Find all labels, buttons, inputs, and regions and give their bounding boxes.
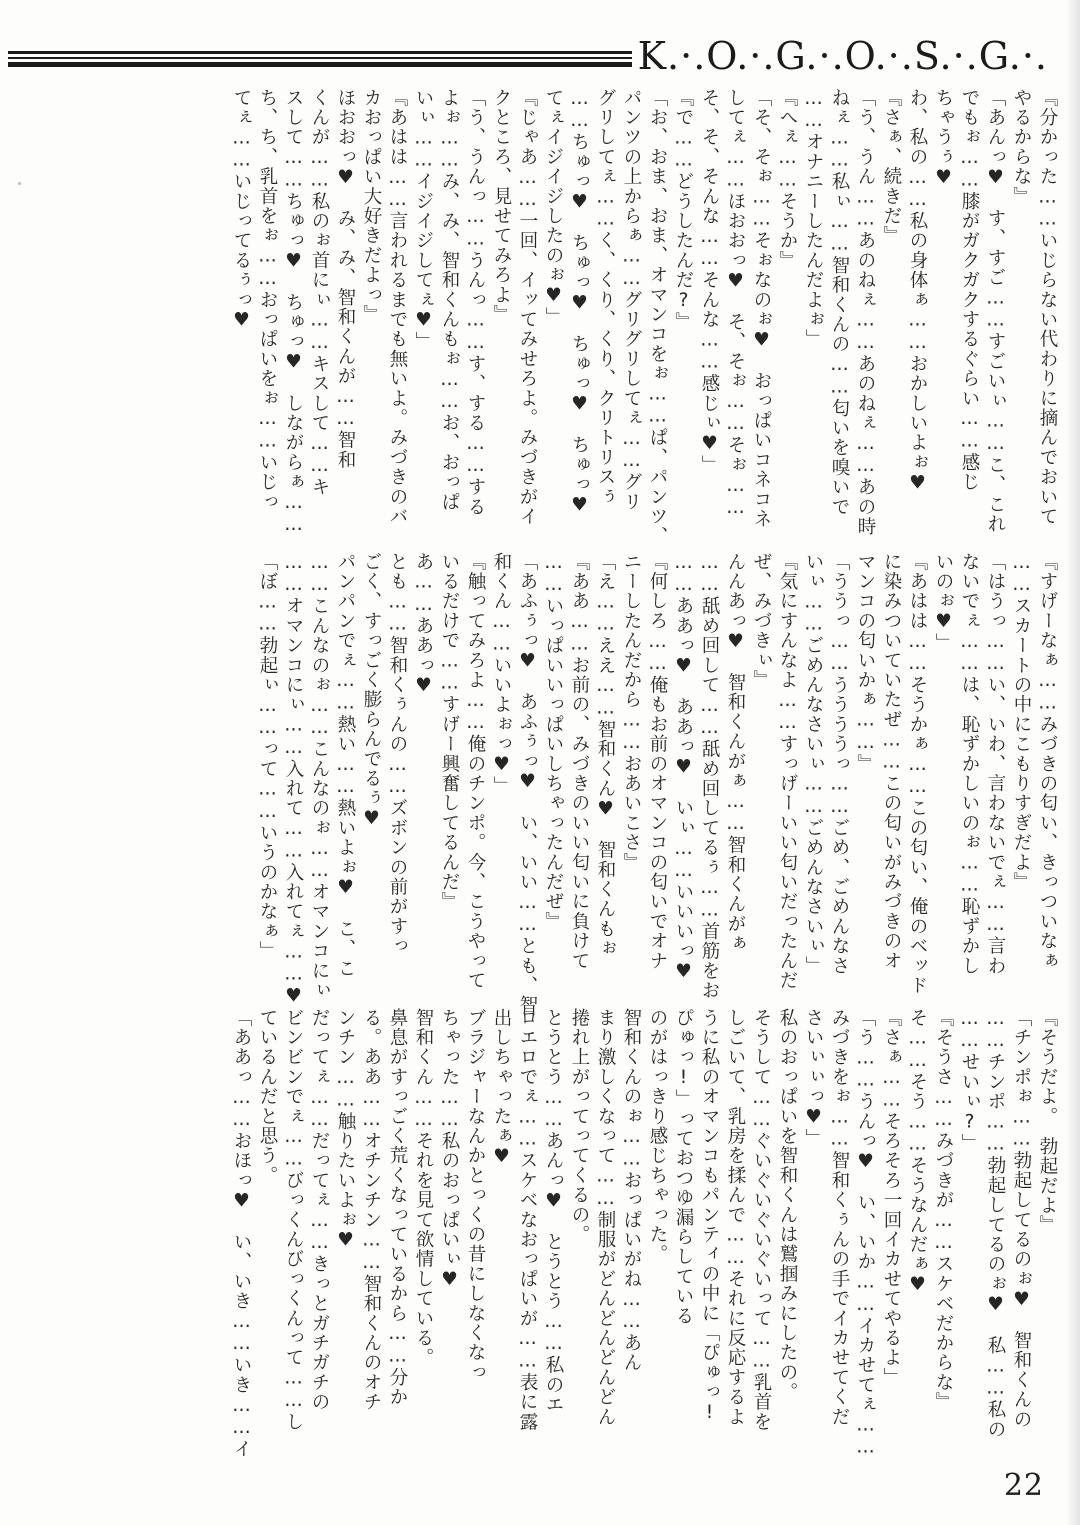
text-column: うに私のオマンコもパンティの中に「ぴゅっ! — [699, 1008, 720, 1425]
text-column: ちゃった……私のおっぱいぃ♥ — [439, 1008, 460, 1292]
text-column: 「ぼ……勃起ぃ……って……いうのかなぁ」 — [257, 552, 278, 961]
text-column: ……ああっ♥ ああっ♥ いぃ……いいいっ♥ — [673, 552, 694, 984]
text-column: 『で……どうしたんだ?』 — [673, 88, 694, 332]
text-column: 『触ってみろよ……俺のチンポ。今、こうやって — [465, 552, 486, 991]
text-column: ブラジャーなんかとっくの昔にしなくなっ — [465, 1008, 486, 1383]
text-column: 和くん……いいよぉっ♥」 — [491, 552, 512, 796]
text-column: ニーしたんだから……おあいこさ』 — [621, 552, 642, 873]
text-column: ……せいぃ?」 — [959, 1008, 980, 1154]
text-column: 『あはは……そうかぁ……この匂い、俺のベッド — [907, 552, 928, 996]
text-column: 『何しろ……俺もお前のオマンコの匂いでオナ — [647, 552, 668, 971]
text-column: してぇ……ほおおっ♥ そ、そぉ……そぉ…… — [725, 88, 746, 520]
text-column: ぜ、みづきぃ』 — [751, 552, 772, 690]
text-column: 「う、うん……あのねぇ……あのねぇ……あの時 — [855, 88, 876, 537]
text-column: ほおおっ♥ み、み、智和くんが……智和 — [335, 88, 356, 470]
text-column: ……オマンコにぃ……入れて……入れてぇ……♥ — [283, 552, 304, 1008]
text-column: そ、そ、そんな……そんな……感じぃ♥」 — [699, 88, 720, 475]
text-column: マンコの匂いかぁ……』 — [855, 552, 876, 774]
text-column: 私のおっぱいを智和くんは鷲掴みにしたの。 — [777, 1008, 798, 1402]
text-column: ……こんなのぉ……こんなのぉ……オマンコにぃ — [309, 552, 330, 1001]
text-column: ……ちゅっ♥ ちゅっ♥ ちゅっ♥ ちゅっ♥ — [569, 88, 590, 517]
middle-text-block — [250, 552, 1058, 1016]
text-column: ないでぇ……は、恥ずかしいのぉ……恥ずかし — [959, 552, 980, 976]
text-column: 『さぁ、続きだ』 — [881, 88, 902, 246]
text-column: 「え……ええ……智和くん♥ 智和くんもぉ — [595, 552, 616, 959]
text-column: る。ああ……オチンチン……智和くんのオチ — [361, 1008, 382, 1412]
text-column: とうとう……あんっ♥ とうとう……私のエ — [543, 1008, 564, 1415]
page-header — [8, 34, 1048, 80]
text-column: 『そうさ……みづきが……スケベだからな』 — [933, 1008, 954, 1412]
text-column: ……オナニーしたんだよぉ」 — [803, 88, 824, 350]
text-column: だってぇ……だってぇ……きっとガチガチの — [309, 1008, 330, 1412]
text-column: いるだけで……すげー興奮してるんだ』 — [439, 552, 460, 912]
text-column: 鼻息がすっごく荒くなっているから……分か — [387, 1008, 408, 1407]
scan-speck — [18, 182, 21, 185]
text-column: 「あんっ♥ す、すご……すごいぃ……こ、これ — [985, 88, 1006, 534]
upper-text-block — [224, 88, 1056, 558]
text-column: ているんだと思う。 — [257, 1008, 278, 1186]
text-column: 「う……うんっ♥ い、いか……イカせてぇ…… — [855, 1008, 876, 1459]
series-title: K.·.O.·.G.·.O.·.S.·.G.·. — [637, 34, 1048, 78]
text-column: 智和くんのぉ……おっぱいがね……あん — [621, 1008, 642, 1373]
text-column: 出しちゃったぁ♥ — [491, 1008, 512, 1169]
text-column: 「ああっ……おほっ♥ い、いき……いき……イ — [231, 1008, 252, 1459]
text-column: カおっぱい大好きだよっ』 — [361, 88, 382, 325]
header-rule — [8, 47, 632, 67]
text-column: ロエロでぇ……スケベなおっぱいが……表に露 — [517, 1008, 538, 1432]
text-column: まり激しくなって……制服がどんどんどんどん — [595, 1008, 616, 1427]
text-column: みづきをぉ……智和くぅんの手でイカせてくだ — [829, 1008, 850, 1427]
text-column: てぇイジイジしたのぉ♥」 — [543, 88, 564, 327]
text-column: ぴゅっ!」っておつゆ漏らしている — [673, 1008, 694, 1326]
text-column: ……舐め回して……舐め回してるぅ……首筋をお — [699, 552, 720, 1001]
text-column: 『気にすんなよ……すっげーいい匂いだったんだ — [777, 552, 798, 991]
text-column: スして……ちゅっ♥ ちゅっ♥ しながらぁ…… — [283, 88, 304, 537]
text-column: 『ああ……お前の、みづきのいい匂いに負けて — [569, 552, 590, 971]
text-column: 『あはは……言われるまでも無いよ。みづきのバ — [387, 88, 408, 527]
text-column: あ……ああっ♥ — [413, 552, 434, 698]
text-column: そうして……ぐいぐいぐいぐいって……乳首を — [751, 1008, 772, 1432]
text-column: 「う、うんっ……うんっ……す、する……する — [465, 88, 486, 517]
text-column: とも……智和くぅんの……ズボンの前がすっ — [387, 552, 408, 956]
page-number: 22 — [1003, 1468, 1044, 1503]
text-column: ごく、すっごく膨らんでるぅ♥ — [361, 552, 382, 831]
text-column: ……チンポ……勃起してるのぉ♥ 私……私の — [985, 1008, 1006, 1440]
text-column: 『分かった……いじらない代わりに摘んでおいて — [1037, 88, 1058, 527]
text-column: ンチン……触りたいよぉ♥ — [335, 1008, 356, 1252]
text-column: 「チンポぉ……勃起してるのぉ♥ 智和くんの — [1011, 1008, 1032, 1430]
text-column: ねぇ……私ぃ……智和くんの……匂いを嗅いで — [829, 88, 850, 517]
text-column: クところ、見せてみろよ』 — [491, 88, 512, 325]
text-column: ……スカートの中にこもりすぎだよ』 — [1011, 552, 1032, 892]
text-column: 智和くん……それを見て欲情している。 — [413, 1008, 434, 1368]
text-column: 『そうだよ。 勃起だよ』 — [1037, 1008, 1058, 1236]
text-column: 捲れ上がってってくるの。 — [569, 1008, 590, 1245]
text-column: いぃ……イジイジしてぇ♥」 — [413, 88, 434, 352]
text-column: ち、ち、乳首をぉ……おっぱいをぉ……いじっ — [257, 88, 278, 512]
text-column: 『じゃあ……一回、イッてみせろよ。みづきがイ — [517, 88, 538, 527]
lower-text-block — [224, 1008, 1056, 1478]
text-column: 『へぇ……そうか』 — [777, 88, 798, 271]
text-column: いぃ……ごめんなさいぃ……ごめんなさいぃ」 — [803, 552, 824, 976]
text-column: 「そ、そぉ……そぉなのぉ♥ おっぱいコネコネ — [751, 88, 772, 529]
text-column: 『さぁ……そろそろ一回イカせてやるよ」 — [881, 1008, 902, 1388]
text-column: ……いっぱいいっぱいしちゃったんだぜ』 — [543, 552, 564, 932]
text-column: 「はうっ……い、いわ、言わないでぇ……言わ — [985, 552, 1006, 976]
text-column: グリしてぇ……く、くり、くり、クリトリスぅ — [595, 88, 616, 507]
text-column: しごいて、乳房を揉んで……それに反応するよ — [725, 1008, 746, 1427]
text-column: よぉ……み、み、智和くんもぉ……お、おっぱ — [439, 88, 460, 512]
text-column: に染みついていたぜ……この匂いがみづきのオ — [881, 552, 902, 971]
text-column: くんが……私のぉ首にぃ……キスして……キ — [309, 88, 330, 497]
text-column: んんあっ♥ 智和くんがぁ……智和くんがぁ — [725, 552, 746, 954]
text-column: そ……そう……そうなんだぁ♥ — [907, 1008, 928, 1297]
text-column: 「ううっ……ううううっ……ごめ、ごめんなさ — [829, 552, 850, 976]
text-column: さいぃぃっ♥」 — [803, 1008, 824, 1149]
text-column: でもぉ……膝がガクガクするぐらい……感じ — [959, 88, 980, 492]
text-column: ビンビンでぇ……びっくんびっくんって……し — [283, 1008, 304, 1432]
text-column: 「お、おま、おま、オマンコをぉ……ぱ、パンツ、 — [647, 88, 668, 547]
text-column: てぇ……いじってるぅっ♥ — [231, 88, 252, 332]
text-column: パンツの上からぁ……グリグリしてぇ……グリ — [621, 88, 642, 512]
text-column: わ、私の……私の身体ぁ……おかしいよぉ♥ — [907, 88, 928, 495]
text-column: いのぉ♥」 — [933, 552, 954, 653]
text-column: 「あふぅっ♥ あふぅっ♥ い、いい……とも、智 — [517, 552, 538, 1016]
text-column: のがはっきり感じちゃった。 — [647, 1008, 668, 1265]
text-column: 『すげーなぁ……みづきの匂い、きっついなぁ — [1037, 552, 1058, 971]
text-column: ちゃうぅ♥ — [933, 88, 954, 189]
text-column: やるからな』 — [1011, 88, 1032, 207]
text-column: パンパンでぇ……熱い……熱いよぉ♥ こ、こ — [335, 552, 356, 979]
